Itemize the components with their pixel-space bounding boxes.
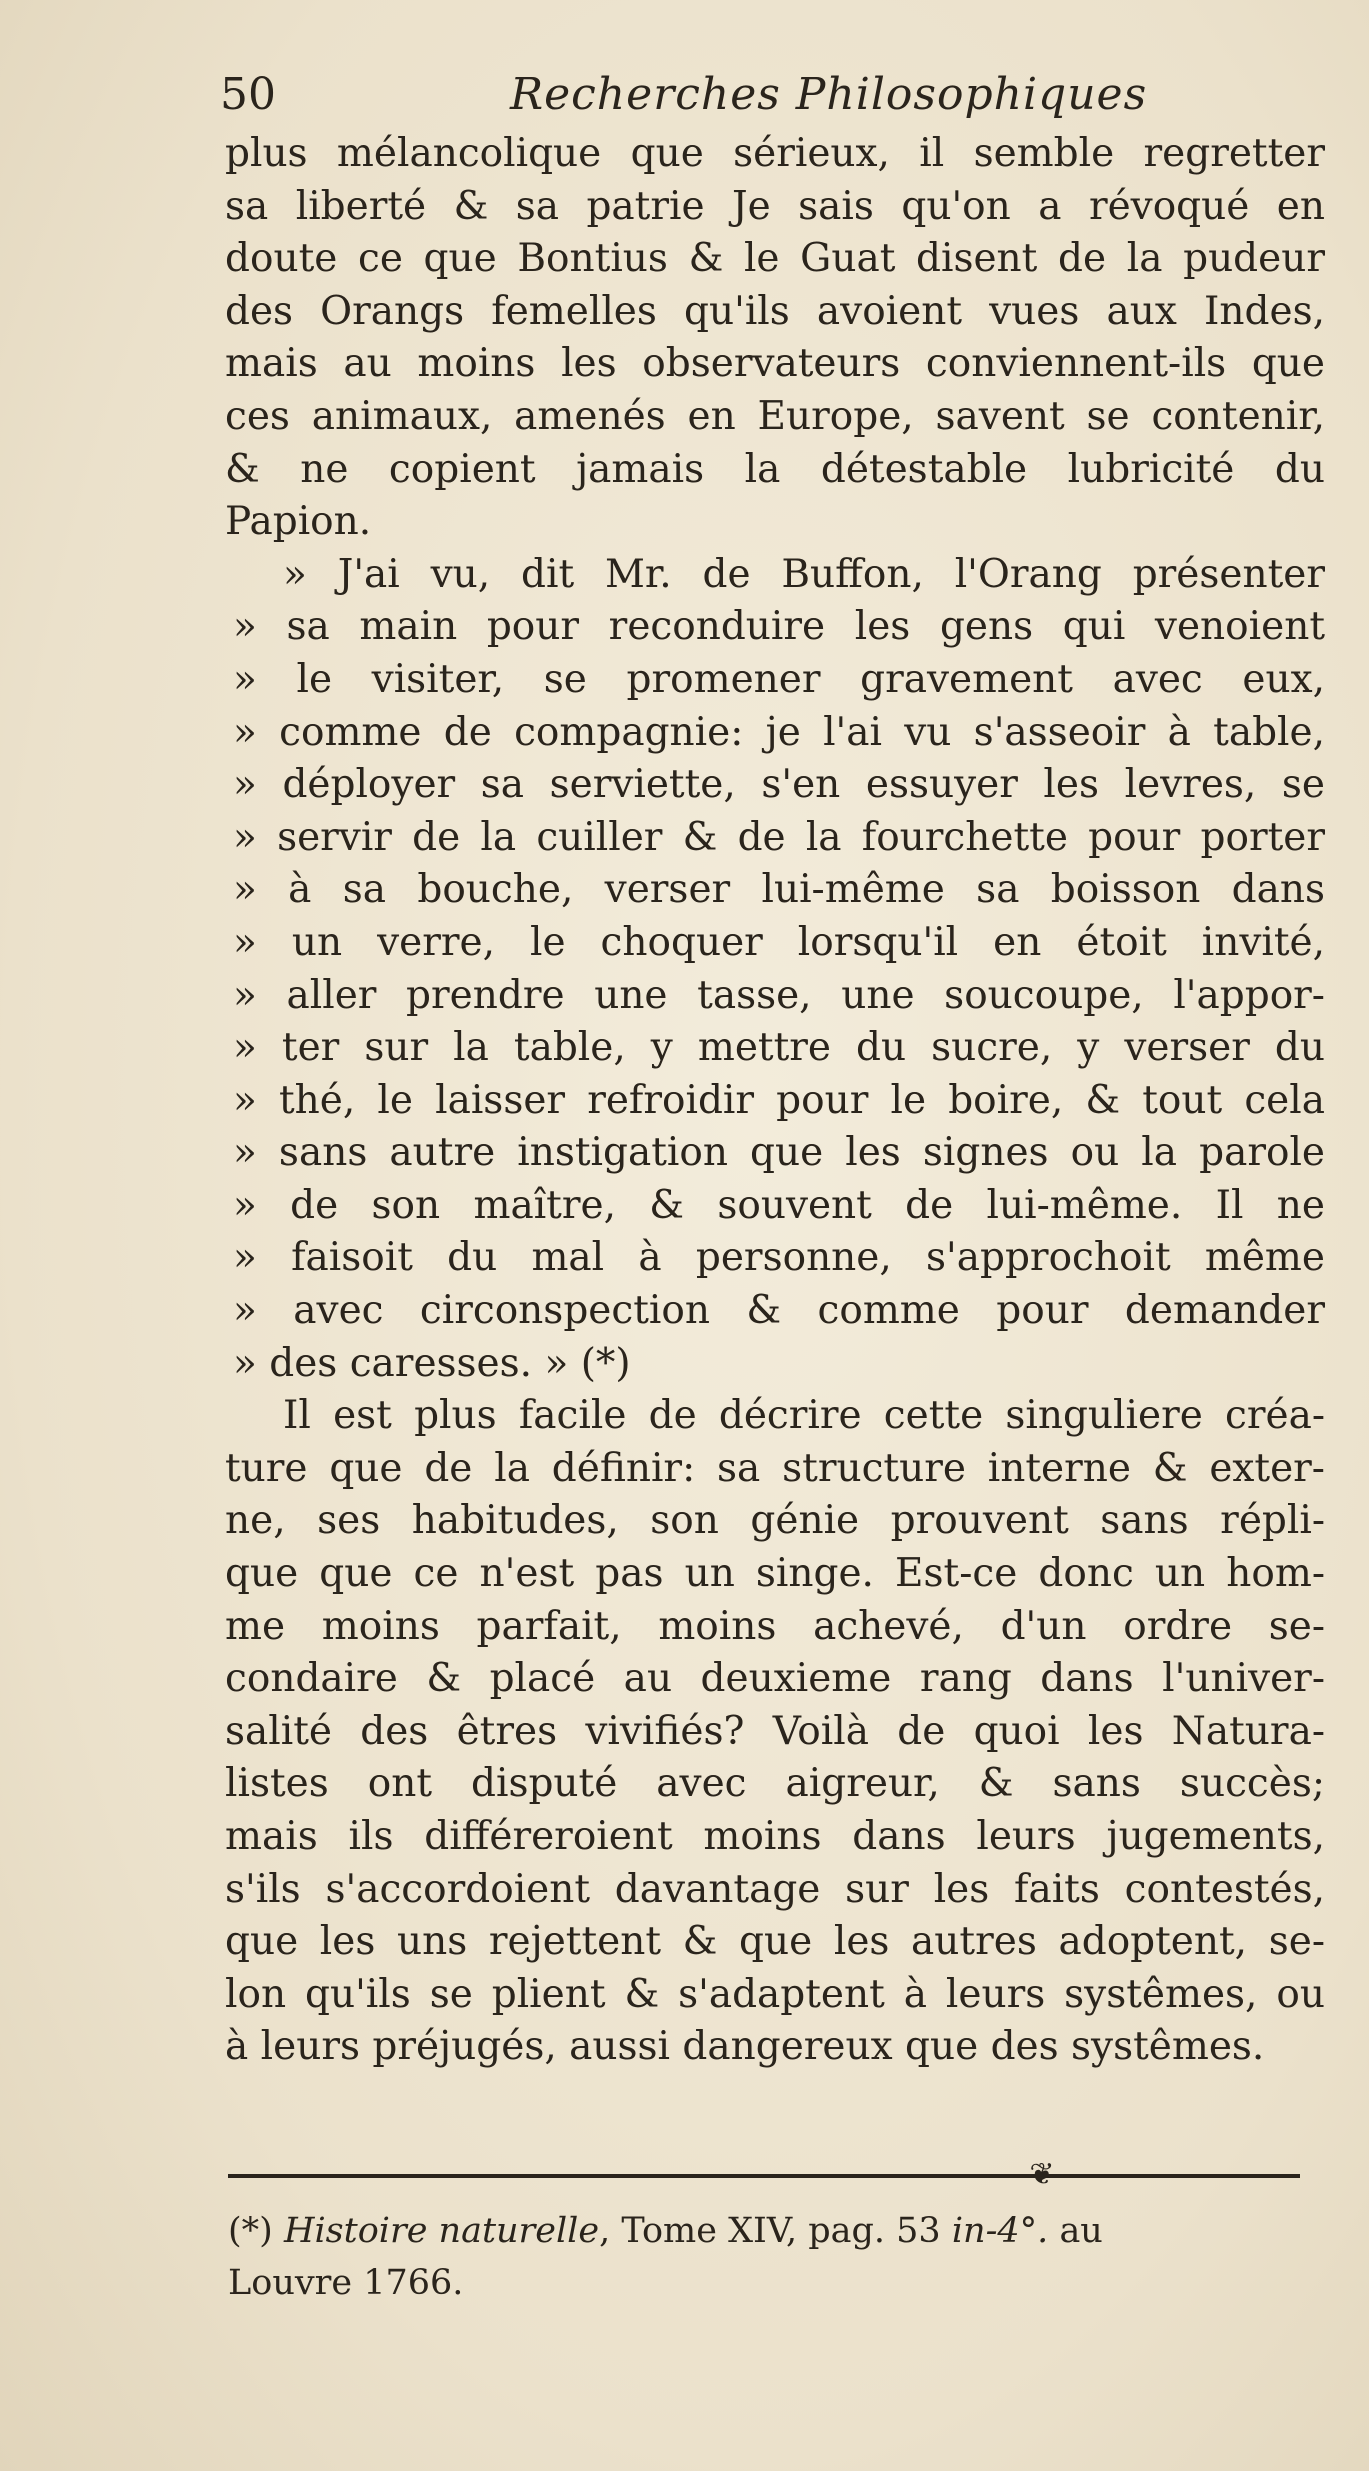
footnote-marker: (*) xyxy=(228,2211,273,2251)
running-header xyxy=(220,60,1320,130)
text-line: » faisoit du mal à personne, s'approchoit même xyxy=(233,1235,1325,1281)
text-line: lon qu'ils se plient & s'adaptent à leurs systêmes, ou xyxy=(225,1971,1325,2017)
footnote-format: in-4°. xyxy=(951,2211,1049,2251)
text-line: » déployer sa serviette, s'en essuyer les levres, se xyxy=(233,762,1325,808)
text-line: » avec circonspection & comme pour demander xyxy=(233,1288,1325,1334)
text-line: » J'ai vu, dit Mr. de Buffon, l'Orang présenter xyxy=(283,551,1325,597)
footnote xyxy=(228,2205,1318,2309)
footnote-suffix: au xyxy=(1059,2211,1103,2251)
text-line: » thé, le laisser refroidir pour le boire, & tout cela xyxy=(233,1077,1325,1123)
text-line: condaire & placé au deuxieme rang dans l'univer- xyxy=(225,1656,1325,1702)
footnote-line-1 xyxy=(228,2205,1318,2257)
text-line: » un verre, le choquer lorsqu'il en étoit invité, xyxy=(233,919,1325,965)
text-line: mais au moins les observateurs conviennent-ils que xyxy=(225,341,1325,387)
text-line: ne, ses habitudes, son génie prouvent sans répli- xyxy=(225,1498,1325,1544)
text-line: » sa main pour reconduire les gens qui venoient xyxy=(233,604,1325,650)
text-line: Papion. xyxy=(225,499,372,545)
text-line: » aller prendre une tasse, une soucoupe, l'appor- xyxy=(233,972,1325,1018)
text-line: Il est plus facile de décrire cette singuliere créa- xyxy=(283,1393,1325,1439)
text-line: des Orangs femelles qu'ils avoient vues aux Indes, xyxy=(225,288,1325,334)
text-line: » servir de la cuiller & de la fourchette pour porter xyxy=(233,814,1325,860)
text-line: que que ce n'est pas un singe. Est-ce donc un hom- xyxy=(225,1551,1325,1597)
rule-ornament-icon: ❦ xyxy=(1029,2157,1055,2192)
running-title: Recherches Philosophiques xyxy=(510,69,1148,120)
text-line: salité des êtres vivifiés? Voilà de quoi les Natura- xyxy=(225,1708,1325,1754)
text-line: à leurs préjugés, aussi dangereux que des systêmes. xyxy=(225,2024,1265,2070)
text-line: plus mélancolique que sérieux, il semble regretter xyxy=(225,131,1325,176)
text-line: s'ils s'accordoient davantage sur les faits contestés, xyxy=(225,1866,1325,1912)
text-line: que les uns rejettent & que les autres adoptent, se- xyxy=(225,1919,1325,1965)
text-line: ture que de la définir: sa structure interne & exter- xyxy=(225,1445,1325,1491)
body-text xyxy=(225,128,1325,2074)
text-line: » comme de compagnie: je l'ai vu s'asseoir à table, xyxy=(233,709,1325,755)
text-line: » ter sur la table, y mettre du sucre, y verser du xyxy=(233,1025,1325,1071)
text-line: doute ce que Bontius & le Guat disent de la pudeur xyxy=(225,236,1325,282)
text-line: » de son maître, & souvent de lui-même. Il ne xyxy=(233,1182,1325,1228)
text-line: sa liberté & sa patrie Je sais qu'on a révoqué en xyxy=(225,183,1325,229)
page-number: 50 xyxy=(220,69,276,120)
text-line: listes ont disputé avec aigreur, & sans succès; xyxy=(225,1761,1325,1807)
footnote-line-2: Louvre 1766. xyxy=(228,2263,464,2303)
text-line: mais ils différeroient moins dans leurs jugements, xyxy=(225,1814,1325,1859)
text-line: » des caresses. » (*) xyxy=(233,1340,631,1386)
text-line: » sans autre instigation que les signes ou la parole xyxy=(233,1130,1325,1176)
text-line: ces animaux, amenés en Europe, savent se contenir, xyxy=(225,393,1325,439)
text-line: & ne copient jamais la détestable lubricité du xyxy=(225,446,1325,492)
footnote-rule xyxy=(228,2174,1300,2178)
text-line: » à sa bouche, verser lui-même sa boisson dans xyxy=(233,867,1325,913)
text-line: » le visiter, se promener gravement avec eux, xyxy=(233,656,1325,702)
text-line: me moins parfait, moins achevé, d'un ordre se- xyxy=(225,1603,1325,1649)
footnote-ref: , Tome XIV, pag. 53 xyxy=(599,2211,941,2251)
footnote-source: Histoire naturelle xyxy=(283,2211,600,2251)
